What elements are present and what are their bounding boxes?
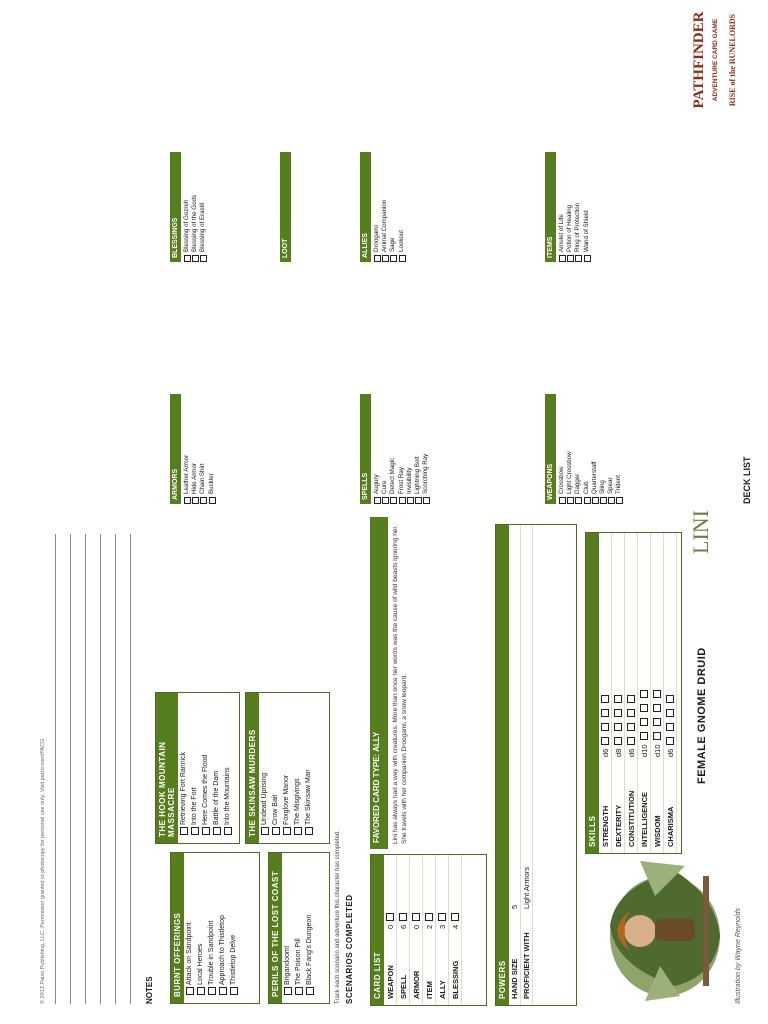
scenario-checkbox[interactable] [305,827,313,835]
deck-entry-checkbox[interactable] [584,255,591,262]
deck-column-loot [280,152,293,262]
power-row [521,525,533,1005]
notes-line [100,534,101,1004]
scenario-checkbox[interactable] [219,987,227,995]
deck-entry-label: Frost Ray [397,467,405,494]
deck-entry-checkbox[interactable] [559,255,566,262]
skill-checkbox[interactable] [666,723,674,731]
scenario-checkbox[interactable] [224,827,232,835]
skills-title: SKILLS [586,533,599,853]
card-list-row [423,855,436,1005]
deck-entry-label: Buckler [207,473,215,494]
scenario-label: Thistletop Delve [230,934,237,985]
deck-entry-checkbox[interactable] [192,497,199,504]
power-row [509,525,521,1005]
scenarios-title: SCENARIOS COMPLETED [345,894,354,1004]
powers-title: POWERS [496,525,509,1005]
deck-entry [208,394,216,504]
skill-row [625,533,638,853]
scenario-label: Approach to Thistletop [219,915,226,985]
deck-entry-label: Blessing of Erastil [199,202,207,252]
scenario-checkbox[interactable] [261,827,269,835]
skill-checkbox[interactable] [614,723,622,731]
deck-entry-checkbox[interactable] [374,497,381,504]
notes-line [115,534,116,1004]
deck-entry-checkbox[interactable] [567,255,574,262]
deck-entry-checkbox[interactable] [423,497,430,504]
deck-entry [183,152,191,262]
card-list-row [410,855,423,1005]
scenario-item [184,853,195,1003]
deck-entry-label: Lightning Bolt [414,456,422,494]
deck-entry-checkbox[interactable] [390,497,397,504]
scenario-item [228,853,239,1003]
deck-entry [566,152,574,262]
deck-entry [406,394,414,504]
notes-line [130,534,131,1004]
deck-entry-checkbox[interactable] [382,255,389,262]
deck-entry [398,394,406,504]
deck-entry [566,394,574,504]
powers-box [495,524,577,1006]
scenarios-subtitle: Track each scenario and adventure this character has completed. [335,830,341,1004]
skill-checkbox[interactable] [601,723,609,731]
deck-entry-label: Augury [373,474,380,494]
card-type-count: 6 [398,924,408,929]
card-type-count: 0 [411,924,421,929]
card-type-count: 3 [437,924,447,929]
scenario-label: Undead Uprising [261,772,268,825]
scenario-item [282,853,293,1003]
scenario-label: Into the Fort [191,787,198,825]
deck-entry-label: Ring of Protection [574,202,582,252]
deck-entry-label: Sling [599,480,607,494]
card-list-title: CARD LIST [371,855,384,1005]
character-name: FEMALE GNOME DRUID [696,647,708,784]
scenario-item [178,693,189,843]
skill-checkbox[interactable] [653,690,661,698]
deck-entry-checkbox[interactable] [584,497,591,504]
skill-checkbox[interactable] [640,718,648,726]
deck-entry [373,152,381,262]
scenario-label: Black Fang's Dungeon [306,914,313,985]
deck-entry [558,394,566,504]
scenario-checkbox[interactable] [208,987,216,995]
deck-entry [191,394,199,504]
character-half [0,512,768,1024]
skill-value: d6 [600,748,610,757]
deck-entry-label: Dagger [574,473,582,494]
scenario-label: Trouble in Sandpoint [208,920,215,985]
deck-entry-checkbox[interactable] [184,255,191,262]
scenario-checkbox[interactable] [197,987,205,995]
adventure-box [170,852,260,1004]
scenario-label: The Skinsaw Man [305,769,312,825]
skill-value: d6 [626,748,636,757]
deck-entry-checkbox[interactable] [608,497,615,504]
adventure-title: BURNT OFFERINGS [171,853,184,1003]
skill-row [664,533,677,853]
deck-entry-label: Leather Armor [183,454,190,494]
deck-entry [183,394,191,504]
deck-entry [373,394,381,504]
skill-checkbox[interactable] [666,737,674,745]
power-value: 5 [510,904,519,909]
deck-entry-label: Crossbow [558,466,565,494]
card-list-rows [384,855,462,1005]
deck-entry [607,394,615,504]
pf-logo-line3: RISE of the RUNELORDS [728,13,737,107]
deck-entry-label: Light Crossbow [566,451,574,494]
scenario-checkbox[interactable] [230,987,238,995]
scenario-item [189,693,200,843]
skill-label: CONSTITUTION [626,790,636,847]
card-type-label: SPELL [398,974,408,999]
adventure-box [245,692,330,844]
power-label: HAND SIZE [510,958,519,999]
deck-entry-checkbox[interactable] [399,497,406,504]
scenario-label: The Misgivings [294,778,301,825]
scenario-checkbox[interactable] [213,827,221,835]
card-type-label: ALLY [437,980,447,999]
card-list-box [370,854,487,1006]
deck-entry-checkbox[interactable] [567,497,574,504]
skill-checkbox[interactable] [627,695,635,703]
scenario-item [200,693,211,843]
power-value: Light Armors [522,866,531,909]
deck-entry-checkbox[interactable] [209,497,216,504]
deck-entry-checkbox[interactable] [184,497,191,504]
scenario-checkbox[interactable] [202,827,210,835]
scenario-item [206,853,217,1003]
deck-column-weapons [545,394,624,504]
scenario-checkbox[interactable] [306,987,314,995]
scenario-label: Attack on Sandpoint [186,922,193,985]
deck-column-header: ALLIES [360,152,371,262]
skill-label: INTELLIGENCE [639,791,649,847]
deck-entry-label: Quarterstaff [590,461,598,494]
deck-entry [599,394,607,504]
scenario-item [292,693,303,843]
deck-entry [422,394,430,504]
deck-entry [389,152,397,262]
deck-column-header: SPELLS [360,394,371,504]
deck-column-items [545,152,591,262]
deck-entry-checkbox[interactable] [407,497,414,504]
deck-entry-label: Spear [607,477,615,494]
deck-entry-label: Lookout [397,229,405,252]
skill-checkbox[interactable] [666,709,674,717]
card-type-checkbox[interactable] [451,913,459,921]
deck-column-header: ARMORS [170,394,181,504]
card-list-row [436,855,449,1005]
deck-entry [583,152,591,262]
art-credit: Illustration by Wayne Reynolds [735,908,742,1004]
deck-entry-checkbox[interactable] [382,497,389,504]
deck-entry [574,394,582,504]
deck-column-blessings [170,152,208,262]
scenario-item [211,693,222,843]
deck-entry-label: Blessing of Gozreh [183,199,190,252]
character-bio: Lini has always had a way with creatures. More than once her words was the cause of wild beasts ignoring her. She travels with her companion Droogami, a snow leopard. [392,524,408,844]
notes-line [55,534,56,1004]
skill-row [612,533,625,853]
deck-entry-label: Sage [389,237,397,252]
powers-rows [509,525,533,1005]
scenario-checkbox[interactable] [284,987,292,995]
adventure-title: THE HOOK MOUNTAIN MASSACRE [156,693,178,843]
deck-entry-label: Potion of Healing [566,204,574,252]
deck-entry [398,152,406,262]
skills-rows [599,533,677,853]
deck-entry [615,394,623,504]
card-type-checkbox[interactable] [386,913,394,921]
scenario-label: Battle of the Dam [213,770,220,825]
card-type-checkbox[interactable] [399,913,407,921]
deck-entry [381,152,389,262]
scenario-label: Foxglove Manor [283,774,290,825]
card-list-row [384,855,397,1005]
skill-checkbox[interactable] [627,723,635,731]
skill-checkbox[interactable] [653,718,661,726]
pathfinder-logo [675,7,750,112]
card-type-count: 4 [450,924,460,929]
skill-checkbox[interactable] [601,695,609,703]
deck-entry-label: Club [582,481,590,494]
deck-entry-label: Wand of Shield [582,210,590,252]
deck-entry-label: Chain Shirt [199,463,207,494]
skill-checkbox[interactable] [627,709,635,717]
deck-entry-label: Animal Companion [381,199,389,252]
deck-entry-checkbox[interactable] [559,497,566,504]
deck-column-spells [360,394,430,504]
notes-line [85,534,86,1004]
card-list-row [449,855,462,1005]
deck-entry-checkbox[interactable] [200,255,207,262]
favored-card-type: FAVORED CARD TYPE: ALLY [370,517,388,849]
deck-entry [414,394,422,504]
skill-checkbox[interactable] [614,709,622,717]
deck-entry-checkbox[interactable] [200,497,207,504]
adventure-box [155,692,240,844]
scenario-checkbox[interactable] [294,827,302,835]
scenario-item [195,853,206,1003]
adventure-title: PERILS OF THE LOST COAST [269,853,282,1003]
deck-entry [199,394,207,504]
skill-value: d6 [665,748,675,757]
deck-entry-checkbox[interactable] [616,497,623,504]
deck-entry [389,394,397,504]
skill-checkbox[interactable] [601,737,609,745]
deck-column-header: BLESSINGS [170,152,181,262]
skill-row [599,533,612,853]
skill-label: STRENGTH [600,805,610,847]
scenario-checkbox[interactable] [186,987,194,995]
adventure-box [268,852,330,1004]
deck-entry [574,152,582,262]
deck-entry-label: Droogami [373,225,380,252]
card-type-checkbox[interactable] [425,913,433,921]
scenario-label: Local Heroes [197,943,204,985]
deck-column-armors [170,394,216,504]
deck-entry [591,394,599,504]
deck-entry [583,394,591,504]
card-type-checkbox[interactable] [438,913,446,921]
deck-entry-label: Cure [381,480,389,494]
scenario-item [281,693,292,843]
deck-entry-label: Amulet of Life [558,214,565,252]
card-list-row [397,855,410,1005]
deck-entry-checkbox[interactable] [415,497,422,504]
skill-value: d10 [652,744,662,757]
skill-label: DEXTERITY [613,804,623,847]
skill-value: d8 [613,748,623,757]
adventure-title: THE SKINSAW MURDERS [246,693,259,843]
skill-checkbox[interactable] [614,737,622,745]
deck-entry [199,152,207,262]
scenario-item [217,853,228,1003]
lini-character-art [585,856,730,1006]
notes-title: NOTES [145,976,154,1004]
character-logo: LINI [688,510,713,554]
scenario-item [303,693,314,843]
deck-column-header: ITEMS [545,152,556,262]
scenario-item [259,693,270,843]
deck-entry-label: Blessing of the Gods [191,194,199,252]
deck-column-header: WEAPONS [545,394,556,504]
scenario-label: Here Comes the Flood [202,754,209,825]
deck-entry-checkbox[interactable] [399,255,406,262]
scenario-checkbox[interactable] [295,987,303,995]
scenario-label: Crow Bait [272,794,279,825]
deck-entry-label: Scorching Ray [422,453,430,494]
skill-checkbox[interactable] [640,690,648,698]
skill-checkbox[interactable] [627,737,635,745]
deck-entry-checkbox[interactable] [575,255,582,262]
scenario-item [270,693,281,843]
scenario-checkbox[interactable] [272,827,280,835]
scenario-label: Retrieving Fort Rannick [180,751,187,825]
pf-logo-line2: ADVENTURE CARD GAME [712,18,719,102]
deck-entry-label: Hide Armor [191,463,199,494]
power-label: PROFICIENT WITH [522,932,531,999]
skill-checkbox[interactable] [666,695,674,703]
deck-entry [558,152,566,262]
card-type-count: 2 [424,924,434,929]
card-type-label: BLESSING [450,960,460,999]
deck-column-allies [360,152,406,262]
scenario-checkbox[interactable] [180,827,188,835]
skill-checkbox[interactable] [601,709,609,717]
skill-checkbox[interactable] [640,732,648,740]
scenario-label: Into the Mountains [224,767,231,825]
deck-entry-checkbox[interactable] [374,255,381,262]
deck-entry [381,394,389,504]
card-type-label: ARMOR [411,970,421,999]
scenario-checkbox[interactable] [191,827,199,835]
scenario-label: Brigandoom! [284,945,291,985]
card-type-label: WEAPON [385,965,395,999]
card-type-count: 0 [385,924,395,929]
scenario-checkbox[interactable] [283,827,291,835]
pf-logo-line1: PATHFINDER [691,11,707,109]
skill-row [638,533,651,853]
skill-label: CHARISMA [665,806,675,847]
scenario-label: The Poison Pill [295,938,302,985]
deck-column-header: LOOT [280,152,291,262]
deck-entry-checkbox[interactable] [592,497,599,504]
skill-row [651,533,664,853]
deck-entry-checkbox[interactable] [390,255,397,262]
skill-checkbox[interactable] [653,732,661,740]
scenario-item [222,693,233,843]
skill-checkbox[interactable] [653,704,661,712]
deck-entry-checkbox[interactable] [575,497,582,504]
skill-label: WISDOM [652,815,662,847]
deck-list-title: DECK LIST [742,456,752,504]
legal-text: © 2013 Paizo Publishing, LLC. Permission granted to photocopy for personal use only. Visit paizo.com/PACG [40,738,46,1004]
deck-entry-label: Invisibility [405,467,413,494]
skills-box [585,532,682,854]
card-type-label: ITEM [424,981,434,999]
deck-entry [191,152,199,262]
scenario-item [304,853,315,1003]
skill-checkbox[interactable] [640,704,648,712]
skill-checkbox[interactable] [614,695,622,703]
skill-value: d10 [639,744,649,757]
deck-entry-checkbox[interactable] [192,255,199,262]
notes-line [70,534,71,1004]
deck-entry-label: Detect Magic [389,457,397,494]
deck-entry-checkbox[interactable] [600,497,607,504]
card-type-checkbox[interactable] [412,913,420,921]
scenario-item [293,853,304,1003]
deck-entry-label: Trident [615,474,623,494]
